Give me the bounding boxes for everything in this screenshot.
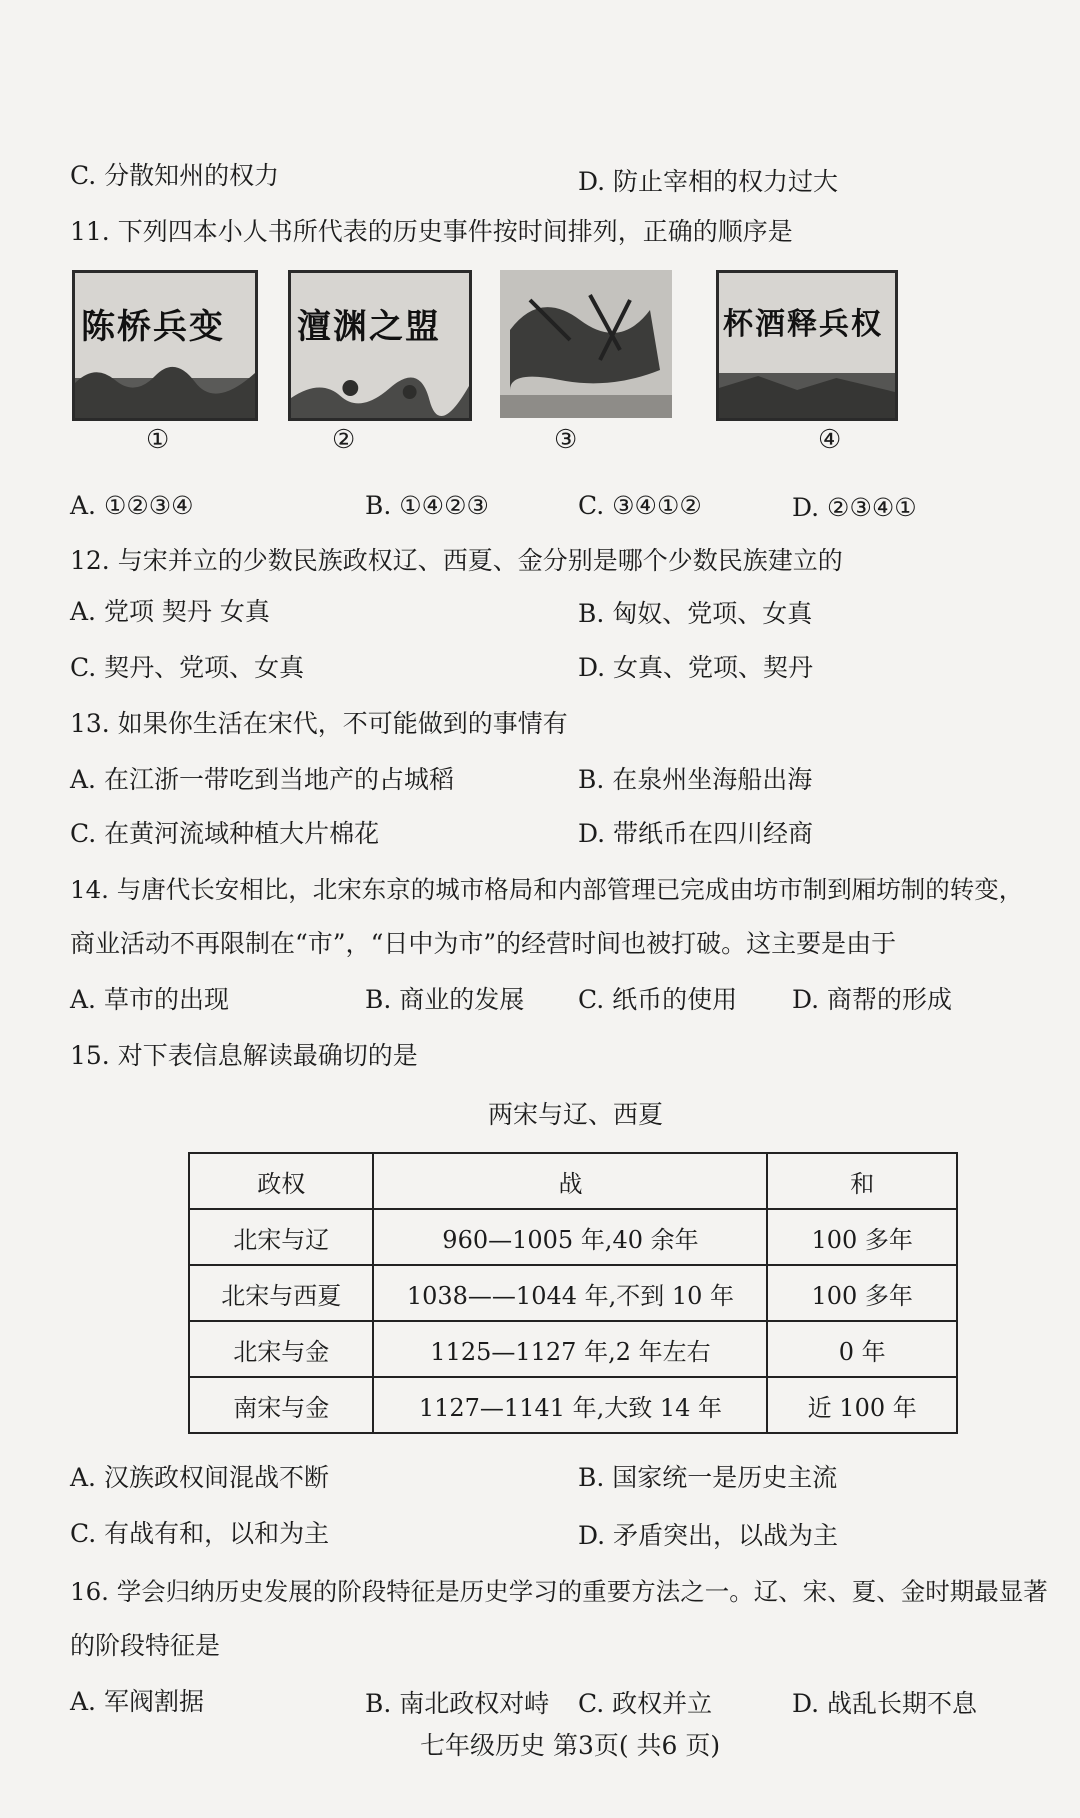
page-footer: 七年级历史 第3页( 共6 页) (420, 1731, 721, 1760)
picture-book-1-caption: 陈桥兵变 (81, 307, 225, 347)
table-title: 两宋与辽、西夏 (488, 1100, 664, 1129)
header-peace: 和 (767, 1153, 957, 1209)
picture-book-4-caption: 杯酒释兵权 (723, 307, 883, 342)
row-peace: 100 多年 (767, 1209, 957, 1265)
q14-stem-line-2: 商业活动不再限制在“市”，“日中为市”的经营时间也被打破。这主要是由于 (70, 929, 897, 958)
q15-stem: 15. 对下表信息解读最确切的是 (70, 1041, 418, 1070)
picture-number-4: ④ (818, 425, 842, 455)
row-peace: 0 年 (767, 1321, 957, 1377)
q10-option-c: C. 分散知州的权力 (70, 161, 280, 190)
table-row (189, 1265, 957, 1321)
row-war: 960—1005 年,40 余年 (373, 1209, 767, 1265)
q15-option-d: D. 矛盾突出，以战为主 (578, 1521, 839, 1550)
picture-book-3 (500, 270, 672, 418)
table-row (189, 1321, 957, 1377)
war-peace-table (188, 1152, 958, 1434)
picture-number-1: ① (146, 425, 170, 455)
q15-option-a: A. 汉族政权间混战不断 (70, 1463, 329, 1492)
q15-option-b: B. 国家统一是历史主流 (578, 1463, 838, 1492)
header-regime: 政权 (189, 1153, 373, 1209)
picture-number-2: ② (332, 425, 356, 455)
banquet-scene-illustration (719, 358, 895, 418)
q12-option-c: C. 契丹、党项、女真 (70, 653, 305, 682)
q16-stem-line-2: 的阶段特征是 (70, 1631, 221, 1660)
q16-option-c: C. 政权并立 (578, 1689, 713, 1718)
q13-option-d: D. 带纸币在四川经商 (578, 819, 814, 848)
row-regime: 北宋与辽 (189, 1209, 373, 1265)
treaty-scene-illustration (291, 358, 469, 418)
row-war: 1038——1044 年,不到 10 年 (373, 1265, 767, 1321)
row-regime: 南宋与金 (189, 1377, 373, 1433)
q12-option-a: A. 党项 契丹 女真 (70, 597, 270, 626)
battle-scene-illustration (500, 270, 672, 418)
q11-picture-row (70, 270, 930, 470)
q13-option-b: B. 在泉州坐海船出海 (578, 765, 813, 794)
picture-book-2-caption: 澶渊之盟 (297, 307, 441, 347)
q14-stem-line-1: 14. 与唐代长安相比，北宋东京的城市格局和内部管理已完成由坊市制到厢坊制的转变， (70, 875, 1024, 904)
q11-option-d: D. ②③④① (792, 493, 917, 522)
q16-option-b: B. 南北政权对峙 (365, 1689, 550, 1718)
picture-number-3: ③ (554, 425, 578, 455)
q16-option-d: D. 战乱长期不息 (792, 1689, 978, 1718)
q14-option-d: D. 商帮的形成 (792, 985, 953, 1014)
q14-option-b: B. 商业的发展 (365, 985, 525, 1014)
row-war: 1127—1141 年,大致 14 年 (373, 1377, 767, 1433)
q12-option-d: D. 女真、党项、契丹 (578, 653, 814, 682)
q16-stem-line-1: 16. 学会归纳历史发展的阶段特征是历史学习的重要方法之一。辽、宋、夏、金时期最显著 (70, 1577, 1048, 1606)
q16-option-a: A. 军阀割据 (70, 1687, 204, 1716)
header-war: 战 (373, 1153, 767, 1209)
row-peace: 近 100 年 (767, 1377, 957, 1433)
q13-stem: 13. 如果你生活在宋代，不可能做到的事情有 (70, 709, 568, 738)
q11-stem: 11. 下列四本小人书所代表的历史事件按时间排列，正确的顺序是 (70, 217, 793, 246)
picture-book-2 (288, 270, 472, 421)
q14-option-c: C. 纸币的使用 (578, 985, 738, 1014)
row-war: 1125—1127 年,2 年左右 (373, 1321, 767, 1377)
crowd-scene-illustration (75, 358, 255, 418)
q11-option-b: B. ①④②③ (365, 491, 489, 520)
q15-option-c: C. 有战有和，以和为主 (70, 1519, 330, 1548)
row-peace: 100 多年 (767, 1265, 957, 1321)
q10-option-d: D. 防止宰相的权力过大 (578, 167, 839, 196)
table-row (189, 1377, 957, 1433)
picture-book-1 (72, 270, 258, 421)
q11-option-a: A. ①②③④ (70, 491, 194, 520)
q12-stem: 12. 与宋并立的少数民族政权辽、西夏、金分别是哪个少数民族建立的 (70, 546, 843, 575)
row-regime: 北宋与金 (189, 1321, 373, 1377)
q13-option-c: C. 在黄河流域种植大片棉花 (70, 819, 380, 848)
table-row (189, 1209, 957, 1265)
row-regime: 北宋与西夏 (189, 1265, 373, 1321)
table-header-row (189, 1153, 957, 1209)
q12-option-b: B. 匈奴、党项、女真 (578, 599, 813, 628)
q14-option-a: A. 草市的出现 (70, 985, 229, 1014)
q13-option-a: A. 在江浙一带吃到当地产的占城稻 (70, 765, 454, 794)
picture-book-4 (716, 270, 898, 421)
q11-option-c: C. ③④①② (578, 491, 702, 520)
